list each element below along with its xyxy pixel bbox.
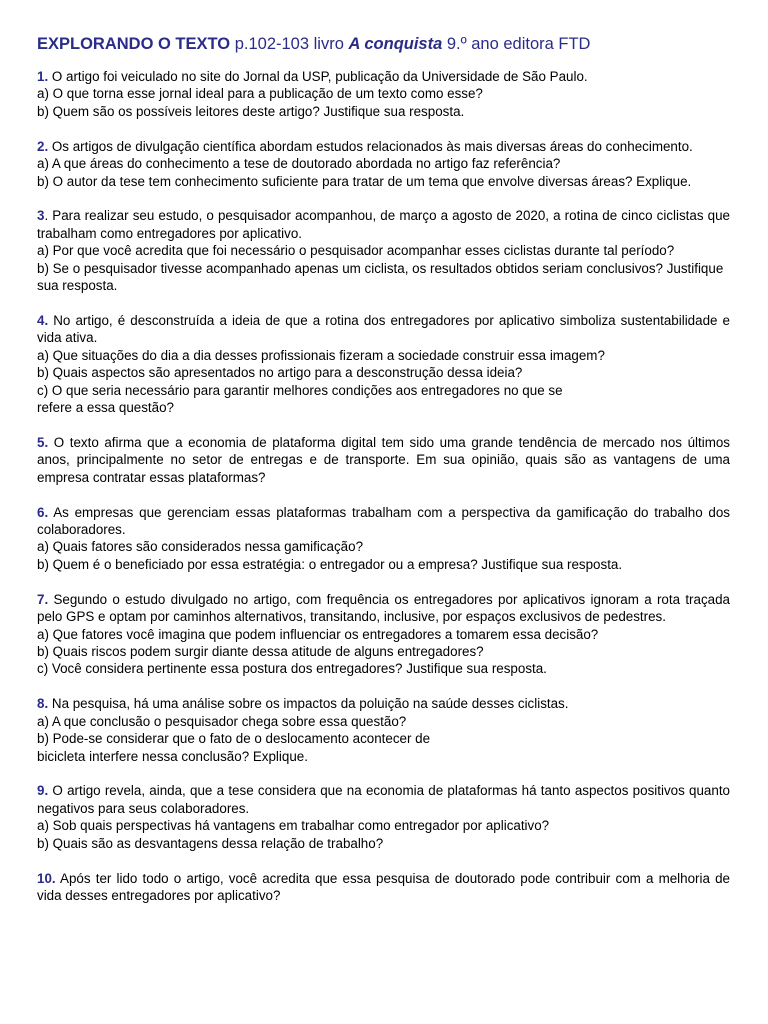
question-stem — [37, 138, 730, 155]
question-4 — [37, 312, 730, 416]
question-item: a) Sob quais perspectivas há vantagens em trabalhar como entregador por aplicativo? — [37, 818, 550, 834]
question-item: b) Se o pesquisador tivesse acompanhado apenas um ciclista, os resultados obtidos seriam conclusivos? Justifique sua resposta. — [37, 260, 724, 294]
question-item: b) Quem é o beneficiado por essa estratégia: o entregador ou a empresa? Justifique sua resposta. — [37, 556, 623, 572]
title-pages: p.102-103 livro — [230, 35, 349, 53]
question-text: Na pesquisa, há uma análise sobre os impactos da poluição na saúde desses ciclistas. — [48, 696, 569, 712]
question-item: refere a essa questão? — [37, 400, 174, 415]
question-text: O texto afirma que a economia de plataforma digital tem sido uma grande tendência de mercado nos últimos anos, principalmente no setor de entregas e de transporte. Em sua opinião, quais são as vantagens de uma empresa contratar essas plataformas? — [37, 434, 730, 485]
question-number: 4. — [37, 312, 49, 328]
question-9 — [37, 782, 730, 852]
question-number: 3 — [37, 208, 45, 224]
question-6 — [37, 504, 730, 574]
question-stem — [37, 591, 730, 626]
title-tail: 9.º ano editora FTD — [442, 35, 591, 53]
question-number: 10. — [37, 870, 56, 886]
question-10 — [37, 870, 730, 905]
question-number: 6. — [37, 504, 49, 520]
question-number: 7. — [37, 591, 49, 607]
question-text: No artigo, é desconstruída a ideia de que a rotina dos entregadores por aplicativo simboliza sustentabilidade e vida ativa. — [37, 312, 730, 346]
question-item: b) Quais aspectos são apresentados no artigo para a desconstrução dessa ideia? — [37, 365, 523, 381]
question-item: b) Quais são as desvantagens dessa relação de trabalho? — [37, 835, 384, 851]
question-text: O artigo revela, ainda, que a tese considera que na economia de plataformas há tanto aspectos positivos quanto negativos para seus colaboradores. — [37, 783, 730, 816]
question-item: a) Que fatores você imagina que podem influenciar os entregadores a tomarem essa decisão? — [37, 626, 599, 642]
question-item: a) Por que você acredita que foi necessário o pesquisador acompanhar esses ciclistas durante tal período? — [37, 243, 675, 259]
question-number: 9. — [37, 783, 49, 799]
question-number: 2. — [37, 138, 49, 154]
question-1 — [37, 68, 730, 120]
question-stem — [37, 434, 730, 486]
question-text: . Para realizar seu estudo, o pesquisador acompanhou, de março a agosto de 2020, a rotina de cinco ciclistas que trabalham como entregadores por aplicativo. — [37, 208, 730, 241]
question-item: a) A que conclusão o pesquisador chega sobre essa questão? — [37, 713, 407, 729]
title-book: A conquista — [348, 35, 443, 53]
question-number: 5. — [37, 434, 49, 450]
question-item: a) Quais fatores são considerados nessa gamificação? — [37, 539, 364, 555]
question-number: 8. — [37, 696, 49, 712]
question-stem — [37, 870, 730, 905]
question-text: Segundo o estudo divulgado no artigo, com frequência os entregadores por aplicativos ignoram a rota traçada pelo GPS e optam por caminhos alternativos, transitando, inclusive, por espaços exclusivos de pedestres. — [37, 591, 730, 625]
question-list — [37, 68, 730, 904]
question-text: Os artigos de divulgação científica abordam estudos relacionados às mais diversas áreas do conhecimento. — [48, 138, 693, 154]
question-number: 1. — [37, 69, 49, 84]
question-item: c) O que seria necessário para garantir melhores condições aos entregadores no que se — [37, 382, 563, 398]
question-item: b) O autor da tese tem conhecimento suficiente para tratar de um tema que envolve diversas áreas? Explique. — [37, 173, 692, 189]
page-title — [37, 34, 730, 54]
question-7 — [37, 591, 730, 678]
question-item: b) Quais riscos podem surgir diante dessa atitude de alguns entregadores? — [37, 643, 484, 659]
question-stem — [37, 504, 730, 539]
question-3 — [37, 207, 730, 294]
question-item: c) Você considera pertinente essa postura dos entregadores? Justifique sua resposta. — [37, 661, 547, 677]
question-8 — [37, 695, 730, 765]
question-item: bicicleta interfere nessa conclusão? Explique. — [37, 748, 308, 764]
question-text: Após ter lido todo o artigo, você acredita que essa pesquisa de doutorado pode contribuir com a melhoria de vida desses entregadores por aplicativo? — [37, 870, 730, 903]
question-stem — [37, 695, 730, 712]
question-item: a) A que áreas do conhecimento a tese de doutorado abordada no artigo faz referência? — [37, 156, 561, 172]
question-item: b) Pode-se considerar que o fato de o deslocamento acontecer de — [37, 731, 431, 747]
question-2 — [37, 138, 730, 190]
question-stem — [37, 312, 730, 347]
question-item: b) Quem são os possíveis leitores deste artigo? Justifique sua resposta. — [37, 103, 465, 119]
title-heading: EXPLORANDO O TEXTO — [37, 35, 231, 53]
question-stem — [37, 68, 730, 85]
question-5 — [37, 434, 730, 486]
question-item: a) O que torna esse jornal ideal para a publicação de um texto como esse? — [37, 86, 483, 102]
question-text: O artigo foi veiculado no site do Jornal da USP, publicação da Universidade de São Paulo. — [48, 69, 588, 84]
question-text: As empresas que gerenciam essas plataformas trabalham com a perspectiva da gamificação do trabalho dos colaboradores. — [37, 504, 730, 538]
question-stem — [37, 207, 730, 242]
question-stem — [37, 782, 730, 817]
question-item: a) Que situações do dia a dia desses profissionais fizeram a sociedade construir essa imagem? — [37, 347, 605, 363]
